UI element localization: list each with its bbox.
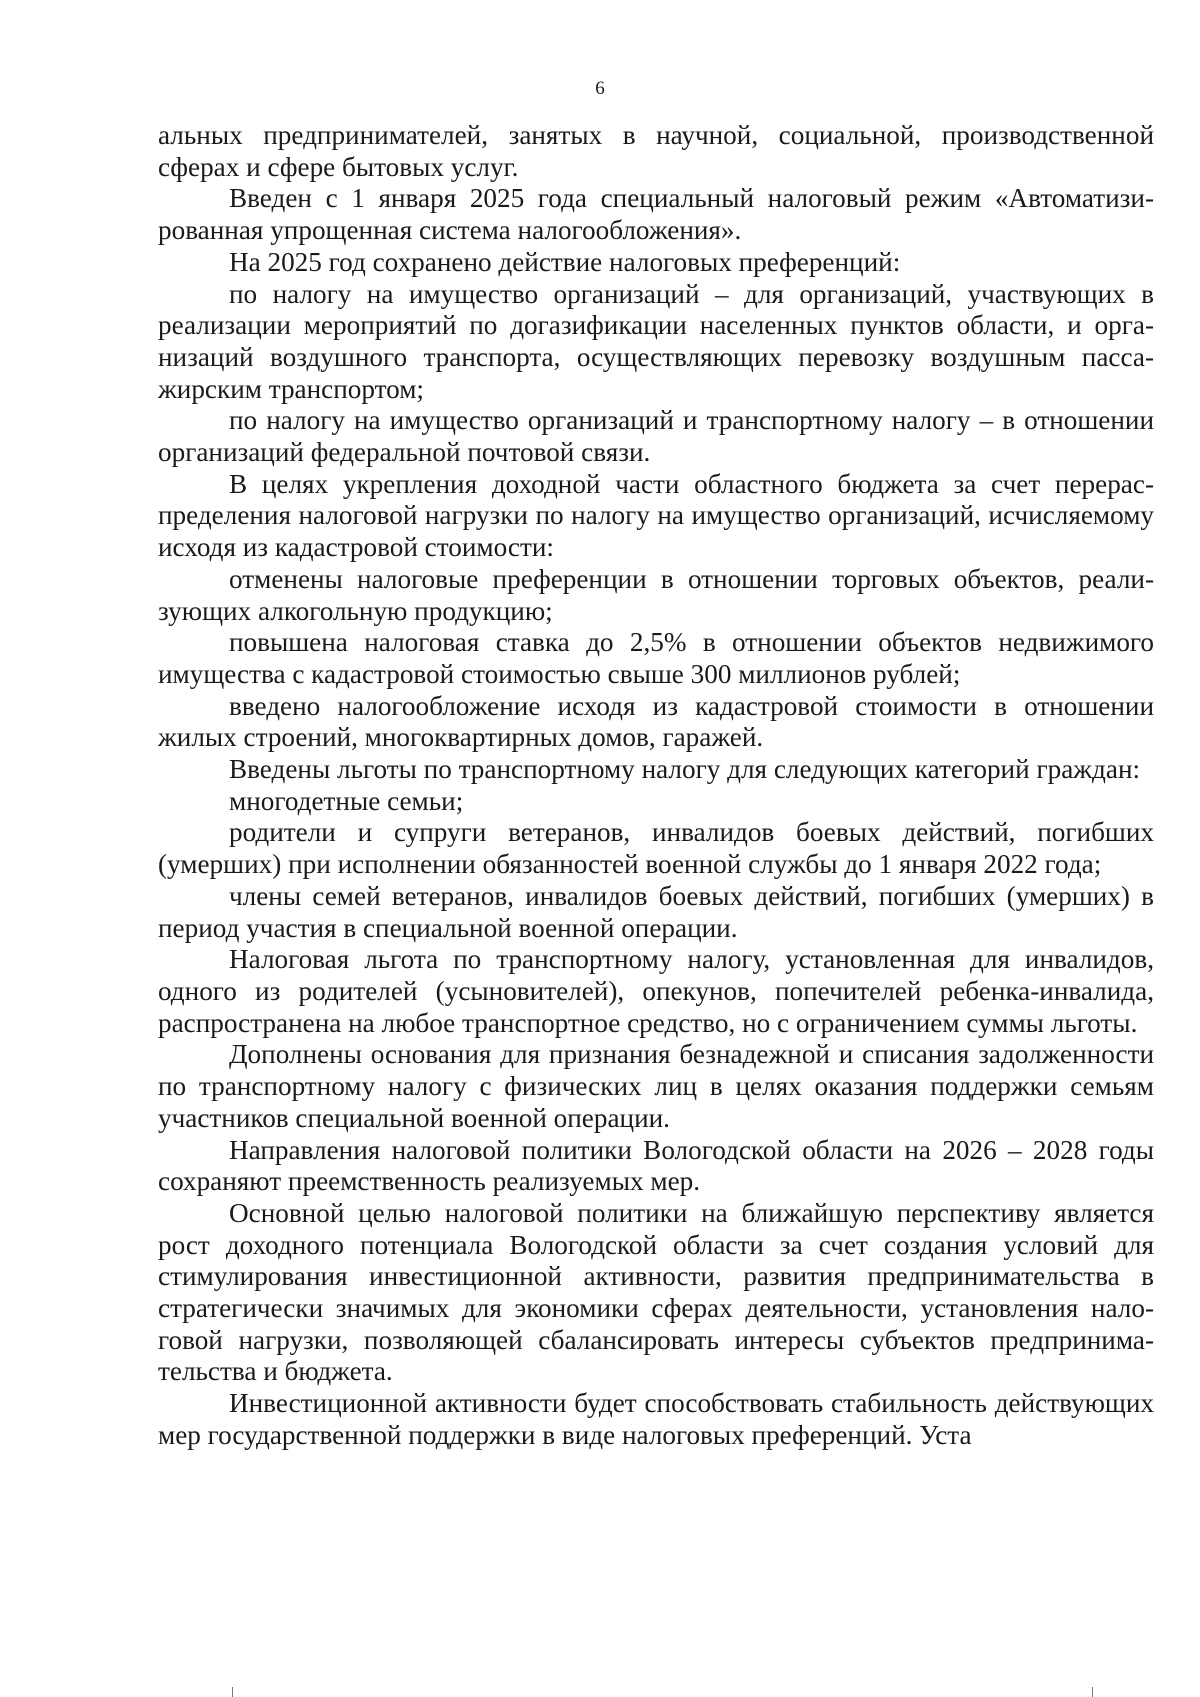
paragraph: введено налогообложение исходя из кадастровой стоимости в отношении жилых строений, многоквартирных домов, гаражей.	[158, 690, 1154, 753]
paragraph: В целях укрепления доходной части областного бюджета за счет перераспределения налоговой нагрузки по налогу на имущество организаций, исчисляемому исходя из кадастровой стоимости:	[158, 468, 1154, 563]
paragraph: На 2025 год сохранено действие налоговых преференций:	[229, 246, 901, 277]
paragraph: Дополнены основания для признания безнадежной и списания задолженности по транспортному налогу с физических лиц в целях оказания поддержки семьям участников специальной военной операции.	[158, 1039, 1154, 1133]
paragraph: по налогу на имущество организаций – для организаций, участвующих в реализации мероприятий по догазификации населенных пунктов области, и организаций воздушного транспорта, осуществляющих перевозку воздушным пассажирским транспортом;	[158, 278, 1154, 404]
paragraph: отменены налоговые преференции в отношении торговых объектов, реализующих алкогольную продукцию;	[158, 563, 1154, 626]
body-text	[158, 120, 1154, 1452]
paragraph: Направления налоговой политики Вологодской области на 2026 – 2028 годы сохраняют преемственность реализуемых мер.	[158, 1134, 1154, 1197]
page-number: 6	[595, 78, 605, 99]
paragraph: Введены льготы по транспортному налогу для следующих категорий граждан:	[229, 754, 1141, 785]
paragraph: Введен с 1 января 2025 года специальный налоговый режим «Автоматизированная упрощенная система налогообложения».	[158, 183, 1154, 246]
paragraph: по налогу на имущество организаций и транспортному налогу – в отношении организаций федеральной почтовой связи.	[158, 405, 1154, 468]
scan-mark	[1092, 1687, 1093, 1697]
paragraph-continuation: альных предпринимателей, занятых в научной, социальной, производственной сферах и сфере бытовых услуг.	[158, 120, 1154, 182]
paragraph: Основной целью налоговой политики на ближайшую перспективу является рост доходного потенциала Вологодской области за счет создания условий для стимулирования инвестиционной активности, развития предпринимательства в стратегически значимых для экономики сферах деятельности, установления налоговой нагрузки, позволяющей сбалансировать интересы субъектов предпринимательства и бюджета.	[158, 1197, 1154, 1387]
paragraph: члены семей ветеранов, инвалидов боевых действий, погибших (умерших) в период участия в специальной военной операции.	[158, 880, 1154, 943]
paragraph: Налоговая льгота по транспортному налогу, установленная для инвалидов, одного из родителей (усыновителей), опекунов, попечителей ребенка-инвалида, распространена на любое транспортное средство, но с ограничением суммы льготы.	[158, 944, 1154, 1038]
scan-mark	[232, 1687, 233, 1697]
paragraph: родители и супруги ветеранов, инвалидов боевых действий, погибших (умерших) при исполнении обязанностей военной службы до 1 января 2022 года;	[158, 817, 1154, 880]
paragraph: Инвестиционной активности будет способствовать стабильность действующих мер государственной поддержки в виде налоговых преференций. Уста	[158, 1388, 1154, 1450]
paragraph: повышена налоговая ставка до 2,5% в отношении объектов недвижимого имущества с кадастровой стоимостью свыше 300 миллионов рублей;	[158, 627, 1154, 689]
paragraph: многодетные семьи;	[229, 785, 464, 816]
